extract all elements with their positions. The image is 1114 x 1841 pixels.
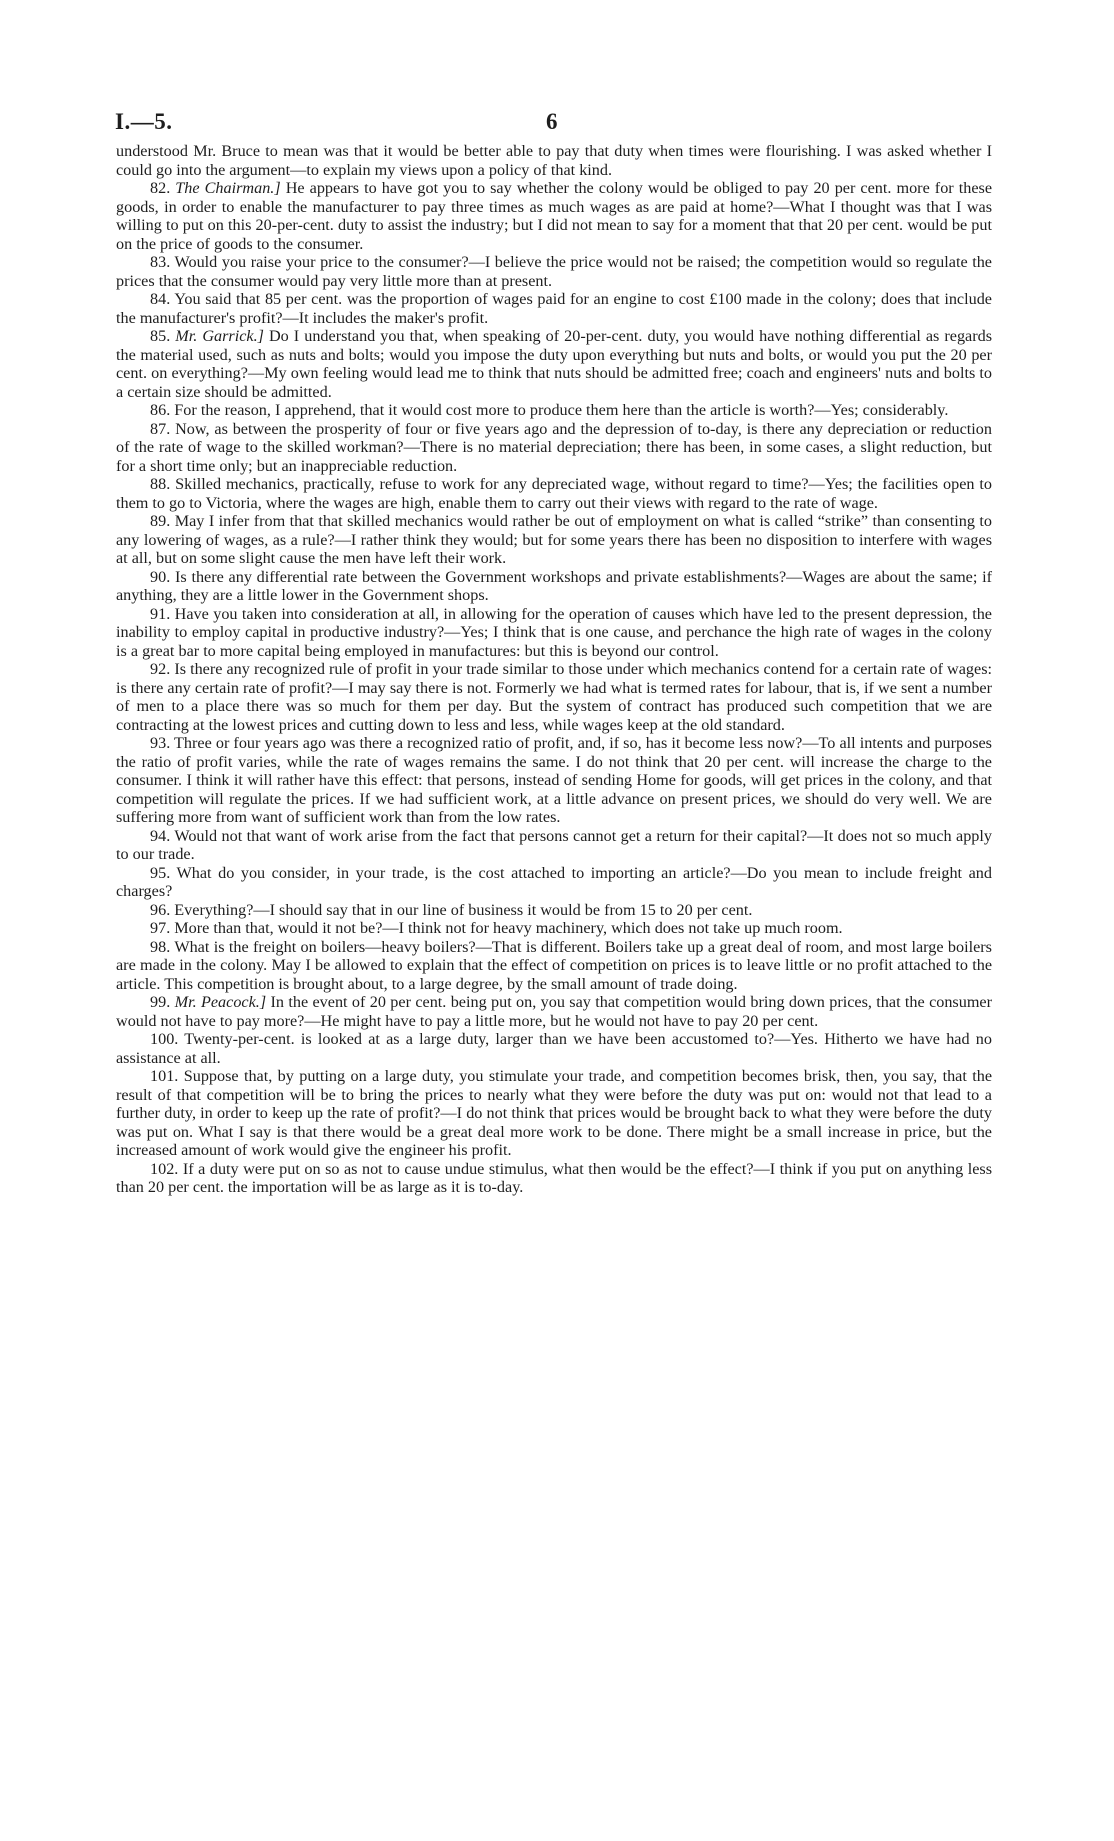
question-102: 102. If a duty were put on so as not to cause undue stimulus, what then would be the effect?—I think if you put on anything less than 20 per cent. the importation will be as large as it is to-day. bbox=[116, 1159, 992, 1196]
question-95: 95. What do you consider, in your trade, is the cost attached to importing an article?—Do you mean to include freight and charges? bbox=[116, 863, 992, 900]
question-84: 84. You said that 85 per cent. was the proportion of wages paid for an engine to cost £100 made in the colony; does that include the manufacturer's profit?—It includes the maker's profit. bbox=[116, 290, 992, 327]
question-89: 89. May I infer from that that skilled mechanics would rather be out of employment on what is called “strike” than consenting to any lowering of wages, as a rule?—I rather think they would; but for some years there has been no disposition to interfere with wages at all, but on some slight cause the men have left their work. bbox=[116, 512, 993, 567]
question-91: 91. Have you taken into consideration at all, in allowing for the operation of causes which have led to the present depression, the inability to employ capital in productive industry?—Yes; I think that is one cause, and perchance the high rate of wages in the colony is a great bar to more capital being employed in manufactures: but this is beyond our control. bbox=[116, 604, 992, 660]
paragraph-continuation: understood Mr. Bruce to mean was that it would be better able to pay that duty when times were flourishing. I was asked whether I could go into the argument—to explain my views upon a policy of that kind. bbox=[116, 142, 992, 179]
question-82: 82. The Chairman.] He appears to have got you to say whether the colony would be obliged to pay 20 per cent. more for these goods, in order to enable the manufacturer to pay three times as much wages as are paid at home?—What I thought was that I was willing to put on this 20-per-cent. duty to assist the industry; but I did not mean to say for a moment that that 20 per cent. would be put on the price of goods to the consumer. bbox=[116, 179, 993, 253]
question-83: 83. Would you raise your price to the consumer?—I believe the price would not be raised; the competition would so regulate the prices that the consumer would pay very little more than at present. bbox=[116, 253, 992, 290]
question-92: 92. Is there any recognized rule of profit in your trade similar to those under which mechanics contend for a certain rate of wages: is there any certain rate of profit?—I may say there is not. Formerly we had what is termed rates for labour, that is, if we sent a number of men to a place there was so much for them per day. But the system of contract has produced such competition that we are contracting at the lowest prices and cutting down to less and less, while wages keep at the old standard. bbox=[116, 660, 993, 734]
speaker-label: Mr. Garrick.] bbox=[175, 327, 264, 345]
speaker-label: The Chairman.] bbox=[175, 179, 281, 197]
question-100: 100. Twenty-per-cent. is looked at as a large duty, larger than we have been accustomed to?—Yes. Hitherto we have had no assistance at all. bbox=[116, 1030, 992, 1067]
page-reference: I.—5. bbox=[115, 109, 173, 134]
document-body bbox=[116, 142, 992, 1197]
question-99: 99. Mr. Peacock.] In the event of 20 per cent. being put on, you say that competition would bring down prices, that the consumer would not have to pay more?—He might have to pay a little more, but he would not have to pay 20 per cent. bbox=[116, 993, 992, 1030]
question-97: 97. More than that, would it not be?—I think not for heavy machinery, which does not take up much room. bbox=[150, 919, 843, 937]
question-98: 98. What is the freight on boilers—heavy boilers?—That is different. Boilers take up a great deal of room, and most large boilers are made in the colony. May I be allowed to explain that the effect of competition on prices is to leave little or no profit attached to the article. This competition is brought about, to a large degree, by the small amount of trade doing. bbox=[116, 937, 992, 993]
question-88: 88. Skilled mechanics, practically, refuse to work for any depreciated wage, without regard to time?—Yes; the facilities open to them to go to Victoria, where the wages are high, enable them to carry out their views with regard to the rate of wage. bbox=[116, 475, 993, 512]
question-94: 94. Would not that want of work arise from the fact that persons cannot get a return for their capital?—It does not so much apply to our trade. bbox=[116, 826, 992, 863]
question-85: 85. Mr. Garrick.] Do I understand you that, when speaking of 20-per-cent. duty, you would have nothing differential as regards the material used, such as nuts and bolts; would you impose the duty upon everything but nuts and bolts, or would you put the 20 per cent. on everything?—My own feeling would lead me to think that nuts should be admitted free; coach and engineers' nuts and bolts to a certain size should be admitted. bbox=[116, 327, 992, 401]
question-90: 90. Is there any differential rate between the Government workshops and private establishments?—Wages are about the same; if anything, they are a little lower in the Government shops. bbox=[116, 567, 992, 604]
question-86: 86. For the reason, I apprehend, that it would cost more to produce them here than the article is worth?—Yes; considerably. bbox=[150, 401, 949, 419]
question-96: 96. Everything?—I should say that in our line of business it would be from 15 to 20 per cent. bbox=[150, 900, 753, 919]
question-93: 93. Three or four years ago was there a recognized ratio of profit, and, if so, has it become less now?—To all intents and purposes the ratio of profit varies, while the rate of wages remains the same. I do not think that 20 per cent. will increase the charge to the consumer. I think it will rather have this effect: that persons, instead of sending Home for goods, will get prices in the colony, and that competition will regulate the prices. If we had sufficient work, at a little advance on present prices, we should do very well. We are suffering more from want of sufficient work than from the low rates. bbox=[116, 734, 992, 826]
question-87: 87. Now, as between the prosperity of four or five years ago and the depression of to-day, is there any depreciation or reduction of the rate of wage to the skilled workman?—There is no material depreciation; there has been, in some cases, a slight reduction, but for a short time only; but an inappreciable reduction. bbox=[116, 419, 992, 475]
question-101: 101. Suppose that, by putting on a large duty, you stimulate your trade, and competition becomes brisk, then, you say, that the result of that competition will be to bring the prices to nearly what they were before the duty was put on: would not that lead to a further duty, in order to keep up the rate of profit?—I do not think that prices would be brought back to what they were before the duty was put on. What I say is that there would be a great deal more work to be done. There might be a small increase in price, but the increased amount of work would give the engineer his profit. bbox=[116, 1067, 993, 1159]
page-number: 6 bbox=[546, 109, 558, 134]
speaker-label: Mr. Peacock.] bbox=[174, 993, 267, 1011]
